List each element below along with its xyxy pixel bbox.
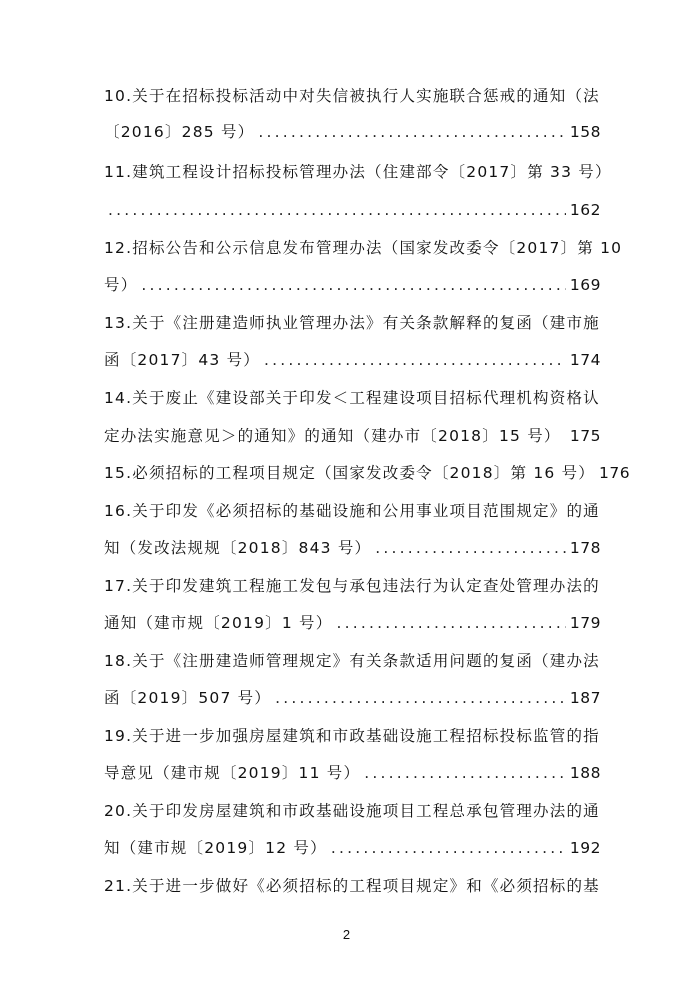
toc-entry-20-line1 <box>104 797 601 825</box>
toc-entry-text: 函〔2019〕507 号） <box>104 689 272 707</box>
toc-entry-text: 定办法实施意见＞的通知》的通知（建办市〔2018〕15 号） <box>104 427 561 445</box>
toc-entry-13-line2 <box>104 346 601 374</box>
toc-entry-text: 17.关于印发建筑工程施工发包与承包违法行为认定查处管理办法的 <box>104 577 600 595</box>
toc-entry-11-line2 <box>104 196 601 224</box>
toc-page-number: 179 <box>569 614 601 632</box>
toc-leader-dots <box>264 346 566 374</box>
toc-entry-text: 20.关于印发房屋建筑和市政基础设施项目工程总承包管理办法的通 <box>104 802 600 820</box>
toc-entry-17-line2 <box>104 609 601 637</box>
toc-page-number: 188 <box>569 764 601 782</box>
toc-entry-14-line2 <box>104 422 601 450</box>
toc-leader-dots <box>331 834 566 862</box>
toc-leader-dots <box>258 118 566 146</box>
toc-entry-text: 18.关于《注册建造师管理规定》有关条款适用问题的复函（建办法 <box>104 652 600 670</box>
toc-entry-19-line2 <box>104 759 601 787</box>
toc-entry-text: 13.关于《注册建造师执业管理办法》有关条款解释的复函（建市施 <box>104 314 600 332</box>
toc-entry-text: 10.关于在招标投标活动中对失信被执行人实施联合惩戒的通知（法 <box>104 87 600 105</box>
toc-entry-10-line2 <box>104 118 601 146</box>
toc-entry-15-line1 <box>104 459 631 487</box>
toc-entry-text: 14.关于废止《建设部关于印发＜工程建设项目招标代理机构资格认 <box>104 389 600 407</box>
toc-entry-13-line1 <box>104 309 601 337</box>
toc-entry-16-line2 <box>104 534 601 562</box>
toc-entry-16-line1 <box>104 497 601 525</box>
toc-page-number: 162 <box>569 201 601 219</box>
toc-entry-text: 21.关于进一步做好《必须招标的工程项目规定》和《必须招标的基 <box>104 877 600 895</box>
toc-entry-text: 通知（建市规〔2019〕1 号） <box>104 614 333 632</box>
toc-page-number: 169 <box>569 276 601 294</box>
toc-page-number: 174 <box>569 351 601 369</box>
toc-page-number: 158 <box>569 123 601 141</box>
toc-entry-19-line1 <box>104 722 601 750</box>
toc-leader-dots <box>141 271 566 299</box>
toc-entry-14-line1 <box>104 384 601 412</box>
toc-entry-21-line1 <box>104 872 601 900</box>
toc-page-number: 176 <box>598 464 631 482</box>
toc-leader-dots <box>108 196 566 224</box>
toc-entry-12-line2 <box>104 271 601 299</box>
toc-entry-18-line1 <box>104 647 601 675</box>
toc-entry-text: 〔2016〕285 号） <box>104 123 255 141</box>
toc-entry-text: 12.招标公告和公示信息发布管理办法（国家发改委令〔2017〕第 10 <box>104 239 623 257</box>
toc-entry-10-line1 <box>104 82 601 110</box>
toc-leader-dots <box>375 534 566 562</box>
toc-entry-20-line2 <box>104 834 601 862</box>
toc-entry-12-line1 <box>104 234 623 262</box>
toc-entry-11-line1 <box>104 158 612 186</box>
toc-page-number: 175 <box>569 427 601 445</box>
toc-page-number: 192 <box>569 839 601 857</box>
toc-entry-text: 函〔2017〕43 号） <box>104 351 260 369</box>
toc-entry-text: 知（建市规〔2019〕12 号） <box>104 839 327 857</box>
toc-entry-text: 16.关于印发《必须招标的基础设施和公用事业项目范围规定》的通 <box>104 502 600 520</box>
toc-leader-dots <box>336 609 565 637</box>
toc-entry-text: 知（发改法规规〔2018〕843 号） <box>104 539 372 557</box>
toc-entry-text: 11.建筑工程设计招标投标管理办法（住建部令〔2017〕第 33 号） <box>104 163 612 181</box>
toc-page-number: 187 <box>569 689 601 707</box>
toc-leader-dots <box>275 684 566 712</box>
page-number: 2 <box>342 927 351 942</box>
toc-leader-dots <box>364 759 566 787</box>
toc-entry-text: 导意见（建市规〔2019〕11 号） <box>104 764 361 782</box>
toc-page-number: 178 <box>569 539 601 557</box>
toc-entry-text: 15.必须招标的工程项目规定（国家发改委令〔2018〕第 16 号） <box>104 464 595 482</box>
toc-entry-18-line2 <box>104 684 601 712</box>
toc-leader-dots <box>565 422 566 450</box>
toc-entry-text: 号） <box>104 276 138 294</box>
toc-entry-17-line1 <box>104 572 601 600</box>
toc-entry-text: 19.关于进一步加强房屋建筑和市政基础设施工程招标投标监管的指 <box>104 727 600 745</box>
